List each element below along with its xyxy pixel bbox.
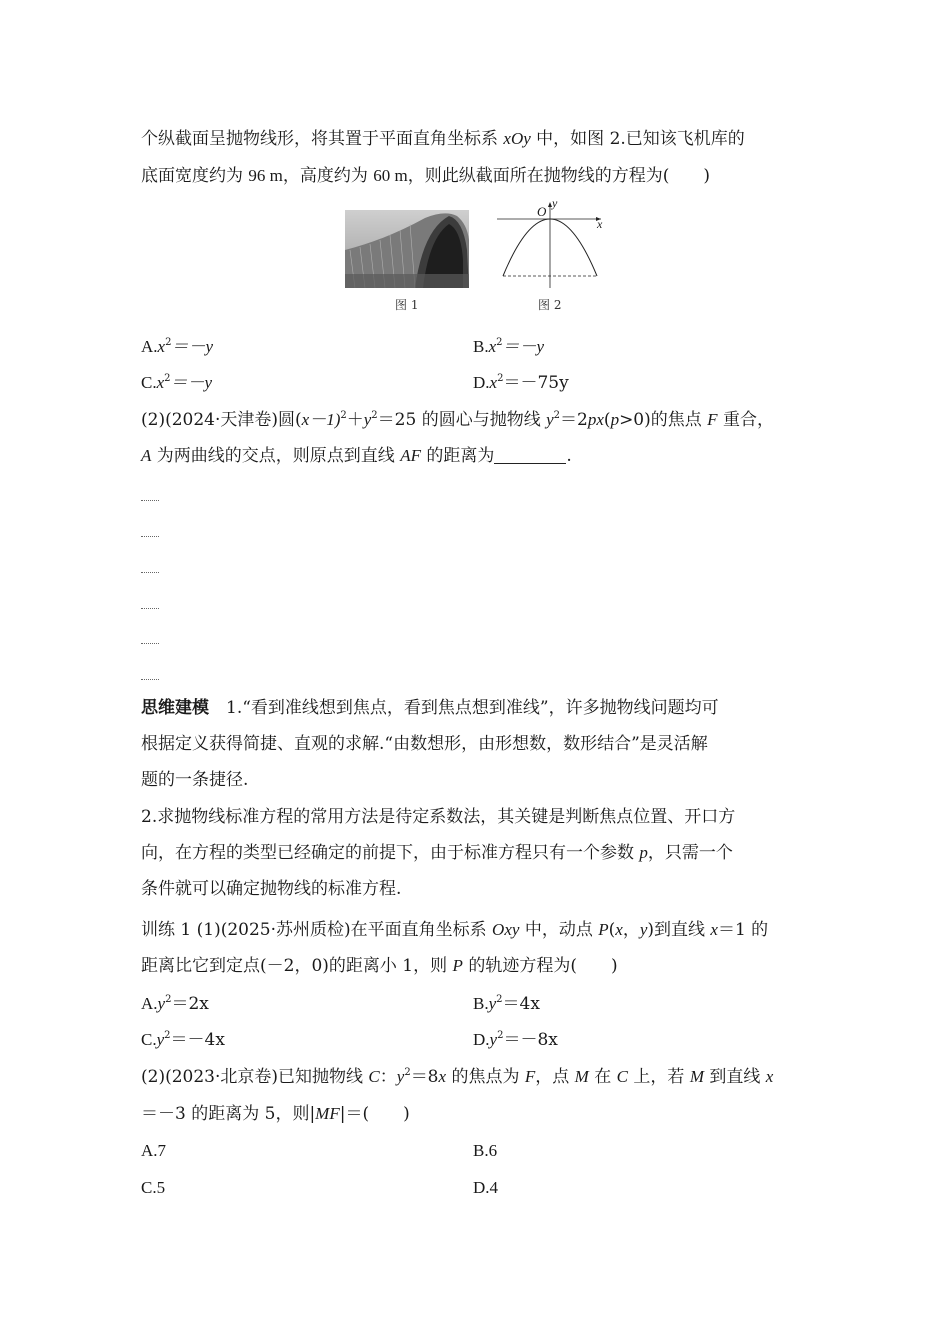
math: C bbox=[368, 1067, 380, 1086]
modeling-para-2-line-2 bbox=[141, 840, 733, 866]
math: px bbox=[587, 410, 604, 429]
train-q2-option-b bbox=[473, 1138, 497, 1164]
math: M bbox=[574, 1067, 589, 1086]
option-text: C.5 bbox=[141, 1178, 166, 1197]
text: 底面宽度约为 bbox=[141, 166, 249, 186]
math: p bbox=[639, 843, 648, 862]
train-q1-line-1 bbox=[141, 917, 768, 943]
text: ＝8 bbox=[410, 1067, 439, 1087]
math: F bbox=[707, 410, 718, 429]
axis-y-label: y bbox=[552, 196, 558, 210]
text: 训练 1 (1)(2025·苏州质检)在平面直角坐标系 bbox=[141, 920, 493, 940]
section-title: 思维建模 bbox=[141, 698, 209, 718]
text: 到直线 bbox=[703, 1067, 766, 1087]
modeling-para-1-line-1 bbox=[141, 695, 719, 721]
train-q1-line-2 bbox=[141, 953, 618, 979]
axis-x-label: x bbox=[597, 217, 603, 231]
note-line bbox=[141, 608, 159, 609]
q1-option-c: $C.x^2=-y$ bbox=[141, 373, 213, 392]
option-value: ＝4x bbox=[502, 994, 540, 1014]
train-q1-option-d: $D.y^2=-8x$ bbox=[473, 1030, 558, 1050]
q1-option-b: $B.x^2=-y$ bbox=[473, 337, 545, 356]
text: 向，在方程的类型已经确定的前提下，由于标准方程只有一个参数 bbox=[141, 843, 640, 863]
text: 距离比它到定点(－2，0)的距离小 1，则 bbox=[141, 956, 453, 976]
text: (2)(2024·天津卷)圆( bbox=[141, 410, 302, 430]
text: ，则此纵截面所在抛物线的方程为( ) bbox=[407, 166, 711, 186]
train-q1-option-b: $B.y^2=4x$ bbox=[473, 994, 540, 1014]
note-line bbox=[141, 536, 159, 537]
note-line bbox=[141, 643, 159, 644]
text: 题的一条捷径. bbox=[141, 770, 249, 790]
option-text: A.7 bbox=[141, 1141, 167, 1160]
option-label: B. bbox=[473, 994, 489, 1013]
train-q2-option-c bbox=[141, 1175, 165, 1201]
figure-1-caption: 图 1 bbox=[395, 298, 419, 312]
math: AF bbox=[400, 446, 421, 465]
math: x bbox=[615, 920, 623, 939]
q1-option-d: $D.x^2=-75y$ bbox=[473, 373, 569, 393]
text: >0)的焦点 bbox=[619, 410, 708, 430]
q1-line-1 bbox=[141, 126, 745, 152]
math: y bbox=[396, 1067, 405, 1086]
figure-2-caption: 图 2 bbox=[538, 298, 562, 312]
math: A bbox=[141, 446, 152, 465]
q1-option-a: $A.x^2=-y$ bbox=[141, 337, 213, 356]
option-text: B.6 bbox=[473, 1141, 498, 1160]
option-label: C. bbox=[141, 373, 157, 392]
option-label: D. bbox=[473, 1030, 490, 1049]
axis-origin-label: O bbox=[537, 204, 547, 219]
height-value: 60 m bbox=[373, 166, 408, 185]
math-xoy: xOy bbox=[503, 129, 531, 148]
train-q2-line-2 bbox=[141, 1101, 410, 1127]
option-value: ＝－4x bbox=[170, 1030, 225, 1050]
note-line bbox=[141, 679, 159, 680]
text: ＝25 的圆心与抛物线 bbox=[377, 410, 547, 430]
text: )到直线 bbox=[647, 920, 711, 940]
text: . bbox=[566, 446, 572, 466]
parabola-diagram bbox=[497, 198, 607, 290]
text: 上，若 bbox=[628, 1067, 690, 1087]
text: ＝2 bbox=[560, 410, 588, 430]
modeling-para-1-line-3 bbox=[141, 767, 248, 793]
math: P bbox=[598, 920, 609, 939]
math: P bbox=[452, 956, 463, 975]
train-q1-option-c: $C.y^2=-4x$ bbox=[141, 1030, 225, 1050]
option-value: ＝－8x bbox=[503, 1030, 558, 1050]
q2-line-1: (2)(2024·天津卷)圆$(x-1)^2+y^2=25$ 的圆心与抛物线 $y^2=2px(p>0)$的焦点 F 重合， bbox=[141, 410, 774, 430]
hangar-photo bbox=[345, 210, 469, 288]
math: C bbox=[616, 1067, 628, 1086]
q1-line-2 bbox=[141, 163, 710, 189]
text: ，只需一个 bbox=[647, 843, 733, 863]
train-q2-option-d bbox=[473, 1175, 498, 1201]
option-value: ＝－y bbox=[171, 337, 213, 356]
text: ＝1 的 bbox=[717, 920, 769, 940]
train-q1-option-a: $A.y^2=2x$ bbox=[141, 994, 209, 1014]
text: 的距离为 bbox=[420, 446, 495, 466]
text: 条件就可以确定抛物线的标准方程. bbox=[141, 879, 402, 899]
text: ( bbox=[608, 920, 616, 940]
text: 的焦点为 bbox=[446, 1067, 525, 1087]
option-label: D. bbox=[473, 373, 490, 392]
width-value: 96 m bbox=[248, 166, 283, 185]
option-label: C. bbox=[141, 1030, 157, 1049]
text: 个纵截面呈抛物线形，将其置于平面直角坐标系 bbox=[141, 129, 504, 149]
math: x bbox=[438, 1067, 447, 1086]
text: 的轨迹方程为( ) bbox=[462, 956, 618, 976]
option-text: D.4 bbox=[473, 1178, 499, 1197]
note-line bbox=[141, 500, 159, 501]
train-q2-option-a bbox=[141, 1138, 166, 1164]
answer-blank[interactable] bbox=[494, 445, 566, 464]
text: ( bbox=[603, 410, 611, 430]
q2-line-2 bbox=[141, 443, 572, 469]
math: p bbox=[610, 410, 620, 429]
math: y bbox=[546, 410, 554, 429]
text: ： bbox=[379, 1067, 397, 1087]
math: Oxy bbox=[492, 920, 520, 939]
math: x bbox=[710, 920, 718, 939]
option-value: ＝－y bbox=[170, 373, 213, 392]
modeling-para-2-line-3 bbox=[141, 876, 401, 902]
text: 中，动点 bbox=[519, 920, 599, 940]
modeling-para-2-line-1 bbox=[141, 804, 735, 830]
option-label: A. bbox=[141, 994, 158, 1013]
text: 根据定义获得简捷、直观的求解.“由数想形，由形想数，数形结合”是灵活解 bbox=[141, 734, 708, 754]
text: ，高度约为 bbox=[282, 166, 374, 186]
option-label: B. bbox=[473, 337, 489, 356]
text: 重合， bbox=[717, 410, 774, 430]
option-value: ＝－75y bbox=[503, 373, 569, 393]
text: 在 bbox=[588, 1067, 617, 1087]
text: 中，如图 2.已知该飞机库的 bbox=[530, 129, 745, 149]
math: F bbox=[524, 1067, 536, 1086]
modeling-para-1-line-2 bbox=[141, 731, 708, 757]
option-label: A. bbox=[141, 337, 158, 356]
math: x－1) bbox=[301, 410, 341, 429]
math: M bbox=[689, 1067, 704, 1086]
text: ＋ bbox=[346, 410, 364, 430]
math: MF bbox=[315, 1104, 340, 1123]
text: 1.“看到准线想到焦点，看到焦点想到准线”，许多抛物线问题均可 bbox=[209, 698, 719, 718]
math: y bbox=[363, 410, 372, 429]
option-value: ＝2x bbox=[171, 994, 209, 1014]
option-value: ＝－y bbox=[502, 337, 545, 356]
text: 为两曲线的交点，则原点到直线 bbox=[151, 446, 401, 466]
text: ＝－3 的距离为 5，则| bbox=[141, 1104, 316, 1124]
text: 2.求抛物线标准方程的常用方法是待定系数法，其关键是判断焦点位置、开口方 bbox=[141, 807, 736, 827]
text: |＝( ) bbox=[339, 1104, 410, 1124]
text: ，点 bbox=[535, 1067, 575, 1087]
math: y bbox=[639, 920, 648, 939]
text: ， bbox=[622, 920, 640, 940]
text: (2)(2023·北京卷)已知抛物线 bbox=[141, 1067, 369, 1087]
train-q2-line-1: (2)(2023·北京卷)已知抛物线 C：$y^2=8x$ 的焦点为 F，点 M 在 C 上，若 M 到直线 x bbox=[141, 1067, 774, 1087]
math: x bbox=[765, 1067, 774, 1086]
note-line bbox=[141, 572, 159, 573]
